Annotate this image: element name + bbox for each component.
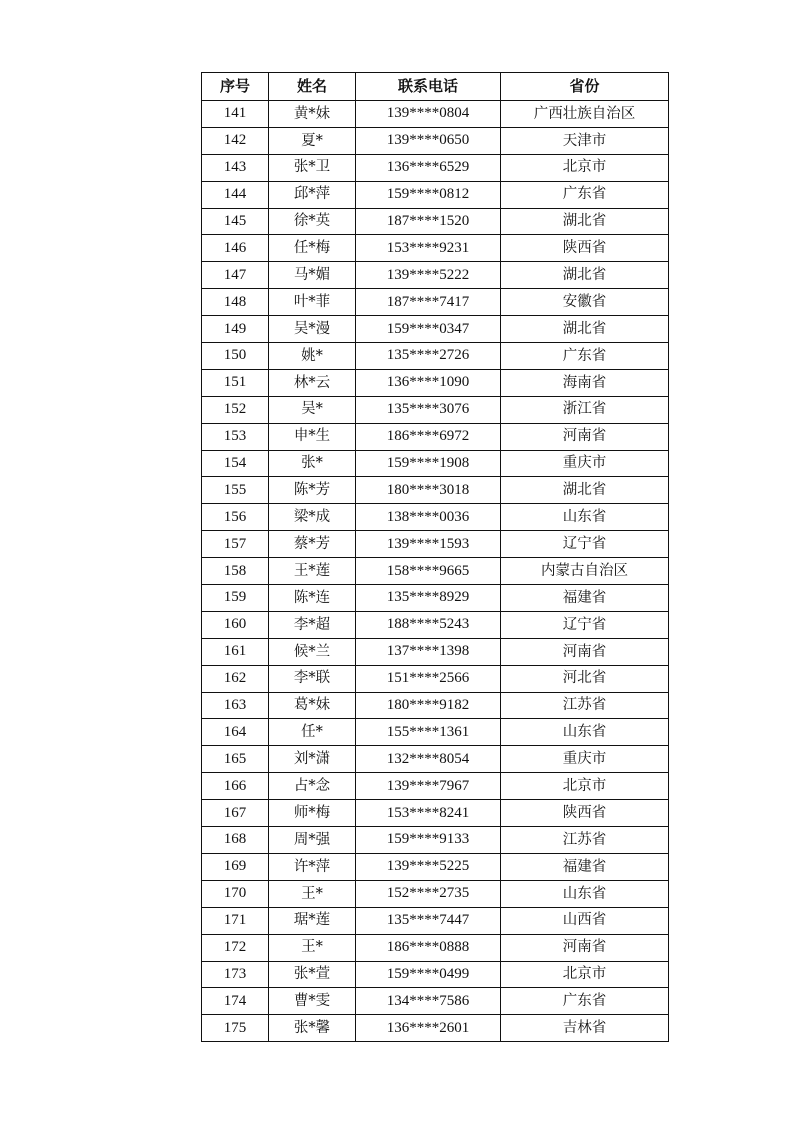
- table-row: [202, 289, 669, 316]
- table-header-row: [202, 73, 669, 101]
- cell-seq: 149: [202, 316, 269, 343]
- cell-phone: 159****1908: [356, 450, 501, 477]
- cell-phone: 136****1090: [356, 369, 501, 396]
- cell-seq: 145: [202, 208, 269, 235]
- table-row: [202, 262, 669, 289]
- cell-name: 黄*妹: [269, 101, 356, 128]
- table-row: [202, 343, 669, 370]
- cell-province: 海南省: [501, 369, 669, 396]
- cell-name: 陈*芳: [269, 477, 356, 504]
- table-row: [202, 907, 669, 934]
- cell-name: 吴*: [269, 396, 356, 423]
- table-row: [202, 638, 669, 665]
- cell-province: 北京市: [501, 773, 669, 800]
- cell-name: 张*: [269, 450, 356, 477]
- table-row: [202, 827, 669, 854]
- cell-seq: 148: [202, 289, 269, 316]
- table-row: [202, 692, 669, 719]
- cell-phone: 187****1520: [356, 208, 501, 235]
- table-row: [202, 585, 669, 612]
- header-name: 姓名: [269, 73, 356, 101]
- table-row: [202, 477, 669, 504]
- cell-seq: 144: [202, 181, 269, 208]
- cell-province: 浙江省: [501, 396, 669, 423]
- cell-phone: 158****9665: [356, 558, 501, 585]
- cell-seq: 150: [202, 343, 269, 370]
- cell-phone: 159****0812: [356, 181, 501, 208]
- cell-phone: 187****7417: [356, 289, 501, 316]
- cell-seq: 173: [202, 961, 269, 988]
- cell-phone: 186****0888: [356, 934, 501, 961]
- cell-phone: 151****2566: [356, 665, 501, 692]
- table-row: [202, 880, 669, 907]
- cell-phone: 136****2601: [356, 1015, 501, 1042]
- table-row: [202, 988, 669, 1015]
- cell-seq: 158: [202, 558, 269, 585]
- cell-province: 重庆市: [501, 746, 669, 773]
- table-row: [202, 181, 669, 208]
- cell-name: 吴*漫: [269, 316, 356, 343]
- table-row: [202, 396, 669, 423]
- table-row: [202, 934, 669, 961]
- table-row: [202, 800, 669, 827]
- cell-phone: 155****1361: [356, 719, 501, 746]
- cell-seq: 172: [202, 934, 269, 961]
- table-row: [202, 369, 669, 396]
- cell-seq: 168: [202, 827, 269, 854]
- table-row: [202, 504, 669, 531]
- table-row: [202, 611, 669, 638]
- cell-seq: 175: [202, 1015, 269, 1042]
- cell-seq: 164: [202, 719, 269, 746]
- cell-name: 张*卫: [269, 154, 356, 181]
- cell-phone: 135****7447: [356, 907, 501, 934]
- table-row: [202, 665, 669, 692]
- cell-seq: 167: [202, 800, 269, 827]
- cell-province: 辽宁省: [501, 611, 669, 638]
- table-row: [202, 1015, 669, 1042]
- contact-table: [201, 72, 669, 1042]
- cell-province: 山东省: [501, 719, 669, 746]
- cell-phone: 134****7586: [356, 988, 501, 1015]
- cell-province: 湖北省: [501, 316, 669, 343]
- cell-phone: 180****9182: [356, 692, 501, 719]
- table-row: [202, 235, 669, 262]
- cell-name: 琚*莲: [269, 907, 356, 934]
- table-row: [202, 961, 669, 988]
- table-row: [202, 531, 669, 558]
- table-body: [202, 101, 669, 1042]
- table-row: [202, 423, 669, 450]
- cell-seq: 169: [202, 853, 269, 880]
- cell-province: 福建省: [501, 853, 669, 880]
- cell-phone: 153****9231: [356, 235, 501, 262]
- cell-seq: 154: [202, 450, 269, 477]
- cell-phone: 159****9133: [356, 827, 501, 854]
- cell-seq: 151: [202, 369, 269, 396]
- cell-name: 周*强: [269, 827, 356, 854]
- cell-phone: 139****0650: [356, 127, 501, 154]
- cell-phone: 139****5225: [356, 853, 501, 880]
- cell-name: 曹*雯: [269, 988, 356, 1015]
- cell-province: 北京市: [501, 154, 669, 181]
- cell-province: 湖北省: [501, 477, 669, 504]
- cell-phone: 152****2735: [356, 880, 501, 907]
- cell-seq: 143: [202, 154, 269, 181]
- cell-name: 邱*萍: [269, 181, 356, 208]
- table-row: [202, 558, 669, 585]
- cell-seq: 147: [202, 262, 269, 289]
- table-row: [202, 773, 669, 800]
- cell-name: 师*梅: [269, 800, 356, 827]
- cell-name: 任*梅: [269, 235, 356, 262]
- cell-name: 占*念: [269, 773, 356, 800]
- cell-name: 陈*连: [269, 585, 356, 612]
- cell-name: 王*: [269, 934, 356, 961]
- cell-phone: 139****7967: [356, 773, 501, 800]
- cell-province: 河北省: [501, 665, 669, 692]
- cell-province: 河南省: [501, 638, 669, 665]
- cell-province: 辽宁省: [501, 531, 669, 558]
- cell-province: 内蒙古自治区: [501, 558, 669, 585]
- cell-seq: 153: [202, 423, 269, 450]
- cell-seq: 160: [202, 611, 269, 638]
- cell-phone: 186****6972: [356, 423, 501, 450]
- cell-name: 叶*菲: [269, 289, 356, 316]
- cell-name: 许*萍: [269, 853, 356, 880]
- cell-province: 河南省: [501, 934, 669, 961]
- cell-name: 候*兰: [269, 638, 356, 665]
- cell-seq: 156: [202, 504, 269, 531]
- cell-phone: 135****2726: [356, 343, 501, 370]
- cell-province: 广东省: [501, 343, 669, 370]
- cell-name: 李*超: [269, 611, 356, 638]
- cell-phone: 139****0804: [356, 101, 501, 128]
- cell-province: 广东省: [501, 988, 669, 1015]
- cell-seq: 157: [202, 531, 269, 558]
- cell-province: 江苏省: [501, 827, 669, 854]
- cell-seq: 174: [202, 988, 269, 1015]
- cell-province: 湖北省: [501, 208, 669, 235]
- header-phone: 联系电话: [356, 73, 501, 101]
- cell-seq: 161: [202, 638, 269, 665]
- cell-province: 湖北省: [501, 262, 669, 289]
- cell-province: 北京市: [501, 961, 669, 988]
- table-row: [202, 316, 669, 343]
- cell-phone: 159****0499: [356, 961, 501, 988]
- table-row: [202, 208, 669, 235]
- cell-seq: 165: [202, 746, 269, 773]
- cell-phone: 138****0036: [356, 504, 501, 531]
- cell-seq: 141: [202, 101, 269, 128]
- cell-phone: 136****6529: [356, 154, 501, 181]
- cell-seq: 155: [202, 477, 269, 504]
- cell-seq: 163: [202, 692, 269, 719]
- cell-name: 徐*英: [269, 208, 356, 235]
- cell-name: 葛*妹: [269, 692, 356, 719]
- header-seq: 序号: [202, 73, 269, 101]
- cell-phone: 180****3018: [356, 477, 501, 504]
- cell-province: 广东省: [501, 181, 669, 208]
- cell-seq: 152: [202, 396, 269, 423]
- cell-seq: 166: [202, 773, 269, 800]
- cell-province: 陕西省: [501, 235, 669, 262]
- cell-phone: 153****8241: [356, 800, 501, 827]
- cell-name: 张*馨: [269, 1015, 356, 1042]
- cell-name: 王*莲: [269, 558, 356, 585]
- cell-phone: 139****5222: [356, 262, 501, 289]
- cell-name: 申*生: [269, 423, 356, 450]
- cell-name: 任*: [269, 719, 356, 746]
- cell-seq: 171: [202, 907, 269, 934]
- cell-province: 河南省: [501, 423, 669, 450]
- cell-province: 陕西省: [501, 800, 669, 827]
- cell-phone: 132****8054: [356, 746, 501, 773]
- cell-name: 张*萱: [269, 961, 356, 988]
- cell-phone: 137****1398: [356, 638, 501, 665]
- cell-province: 山东省: [501, 504, 669, 531]
- cell-phone: 188****5243: [356, 611, 501, 638]
- cell-name: 蔡*芳: [269, 531, 356, 558]
- cell-province: 山西省: [501, 907, 669, 934]
- cell-province: 广西壮族自治区: [501, 101, 669, 128]
- cell-name: 马*媚: [269, 262, 356, 289]
- cell-province: 天津市: [501, 127, 669, 154]
- cell-seq: 142: [202, 127, 269, 154]
- cell-phone: 139****1593: [356, 531, 501, 558]
- cell-seq: 170: [202, 880, 269, 907]
- cell-province: 吉林省: [501, 1015, 669, 1042]
- cell-phone: 135****3076: [356, 396, 501, 423]
- table-row: [202, 719, 669, 746]
- table-row: [202, 450, 669, 477]
- cell-seq: 146: [202, 235, 269, 262]
- cell-name: 李*联: [269, 665, 356, 692]
- cell-name: 夏*: [269, 127, 356, 154]
- cell-province: 江苏省: [501, 692, 669, 719]
- cell-name: 林*云: [269, 369, 356, 396]
- table-row: [202, 154, 669, 181]
- cell-name: 姚*: [269, 343, 356, 370]
- cell-name: 王*: [269, 880, 356, 907]
- cell-seq: 159: [202, 585, 269, 612]
- table-row: [202, 746, 669, 773]
- cell-province: 福建省: [501, 585, 669, 612]
- cell-phone: 135****8929: [356, 585, 501, 612]
- cell-name: 梁*成: [269, 504, 356, 531]
- table-row: [202, 127, 669, 154]
- table-row: [202, 853, 669, 880]
- table-row: [202, 101, 669, 128]
- cell-province: 重庆市: [501, 450, 669, 477]
- cell-phone: 159****0347: [356, 316, 501, 343]
- header-province: 省份: [501, 73, 669, 101]
- cell-name: 刘*潇: [269, 746, 356, 773]
- cell-seq: 162: [202, 665, 269, 692]
- cell-province: 安徽省: [501, 289, 669, 316]
- cell-province: 山东省: [501, 880, 669, 907]
